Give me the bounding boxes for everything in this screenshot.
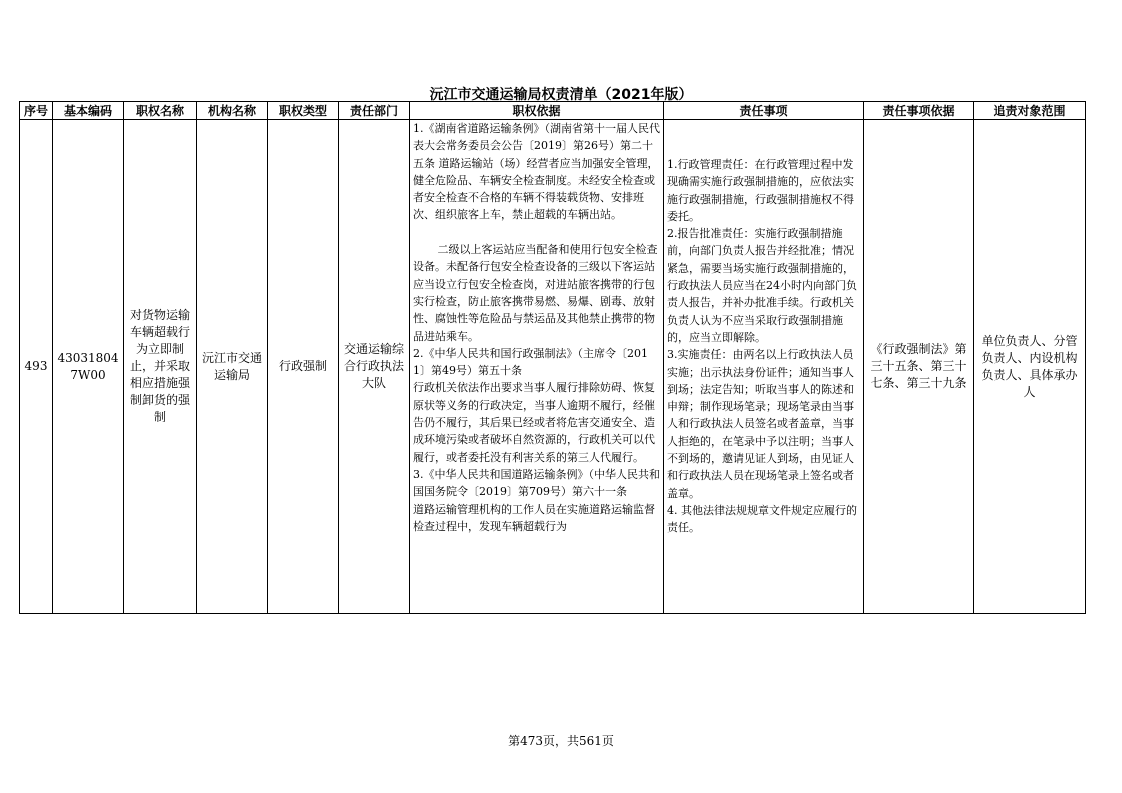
row-org-name: 沅江市交通运输局 — [197, 120, 268, 614]
table-row — [20, 120, 1086, 614]
header-power-name: 职权名称 — [124, 102, 197, 120]
row-department: 交通运输综合行政执法大队 — [339, 120, 410, 614]
row-accountability: 单位负责人、分管负责人、内设机构负责人、具体承办人 — [974, 120, 1086, 614]
header-org-name: 机构名称 — [197, 102, 268, 120]
header-basis: 职权依据 — [410, 102, 664, 120]
document-title: 沅江市交通运输局权责清单（2021年版） — [429, 87, 693, 103]
row-power-name: 对货物运输车辆超载行为立即制止，并采取相应措施强制卸货的强制 — [124, 120, 197, 614]
header-index: 序号 — [20, 102, 53, 120]
header-resp-basis: 责任事项依据 — [864, 102, 974, 120]
header-department: 责任部门 — [339, 102, 410, 120]
row-power-type: 行政强制 — [268, 120, 339, 614]
header-power-type: 职权类型 — [268, 102, 339, 120]
row-index: 493 — [20, 120, 53, 614]
row-responsibilities: 1.行政管理责任：在行政管理过程中发现确需实施行政强制措施的，应依法实施行政强制措施，行政强制措施权不得委托。 2.报告批准责任：实施行政强制措施前，向部门负责人报告并经批准；情况紧急，需要当场实施行政强制措施的，行政执法人员应当在24小时内向部门负责人报告，并补办批准手续。行政机关负责人认为不应当采取行政强制措施的，应当立即解除。 3.实施责任：由两名以上行政执法人员实施；出示执法身份证件；通知当事人到场；法定告知；听取当事人的陈述和申辩；制作现场笔录；现场笔录由当事人和行政执法人员签名或者盖章，当事人拒绝的，在笔录中予以注明；当事人不到场的，邀请见证人到场，由见证人和行政执法人员在现场笔录上签名或者盖章。 4. 其他法律法规规章文件规定应履行的责任。 — [664, 120, 864, 614]
header-accountability: 追责对象范围 — [974, 102, 1086, 120]
row-resp-basis: 《行政强制法》第三十五条、第三十七条、第三十九条 — [864, 120, 974, 614]
page-footer: 第473页，共561页 — [508, 734, 614, 748]
header-row — [20, 102, 1086, 120]
row-code: 430318047W00 — [53, 120, 124, 614]
responsibility-table — [19, 101, 1086, 614]
row-basis: 1.《湖南省道路运输条例》（湖南省第十一届人民代表大会常务委员会公告〔2019〕第26号）第二十五条 道路运输站（场）经营者应当加强安全管理，健全危险品、车辆安全检查制度。未经安全检查或者安全检查不合格的车辆不得装载货物、安排班次、组织旅客上车，禁止超载的车辆出站。 二级以上客运站应当配备和使用行包安全检查设备。未配备行包安全检查设备的三级以下客运站应当设立行包安全检查岗，对进站旅客携带的行包实行检查，防止旅客携带易燃、易爆、剧毒、放射性、腐蚀性等危险品与禁运品及其他禁止携带的物品进站乘车。 2.《中华人民共和国行政强制法》（主席令〔2011〕第49号）第五十条 行政机关依法作出要求当事人履行排除妨碍、恢复原状等义务的行政决定，当事人逾期不履行，经催告仍不履行，其后果已经或者将危害交通安全、造成环境污染或者破坏自然资源的，行政机关可以代履行，或者委托没有利害关系的第三人代履行。 3.《中华人民共和国道路运输条例》（中华人民共和国国务院令〔2019〕第709号）第六十一条 道路运输管理机构的工作人员在实施道路运输监督检查过程中，发现车辆超载行为 — [410, 120, 664, 614]
header-code: 基本编码 — [53, 102, 124, 120]
header-responsibilities: 责任事项 — [664, 102, 864, 120]
